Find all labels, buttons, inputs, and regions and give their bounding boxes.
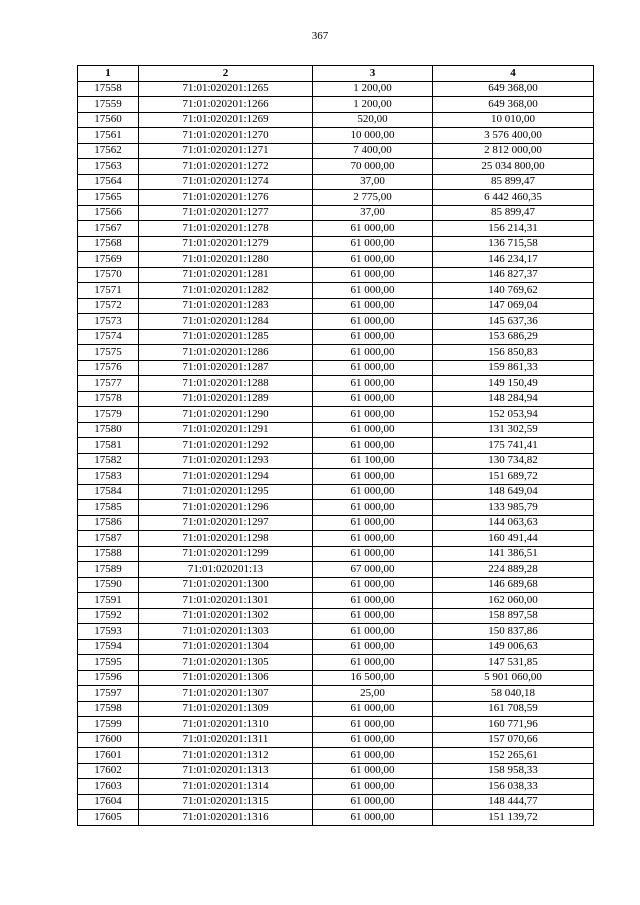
table-cell-col-1: 17566 (78, 205, 139, 221)
table-cell-col-1: 17591 (78, 593, 139, 609)
table-row (78, 686, 594, 702)
table-cell-col-2: 71:01:020201:1272 (139, 159, 313, 175)
table-cell-col-4: 161 708,59 (433, 701, 594, 717)
table-cell-col-4: 3 576 400,00 (433, 128, 594, 144)
table-row (78, 422, 594, 438)
table-cell-col-3: 61 000,00 (313, 376, 433, 392)
table-cell-col-4: 85 899,47 (433, 174, 594, 190)
table-cell-col-2: 71:01:020201:1280 (139, 252, 313, 268)
table-row (78, 484, 594, 500)
table-cell-col-2: 71:01:020201:1283 (139, 298, 313, 314)
table-cell-col-1: 17574 (78, 329, 139, 345)
table-row (78, 655, 594, 671)
table-cell-col-1: 17604 (78, 794, 139, 810)
table-cell-col-3: 1 200,00 (313, 97, 433, 113)
table-cell-col-2: 71:01:020201:1288 (139, 376, 313, 392)
table-row (78, 329, 594, 345)
table-row (78, 577, 594, 593)
table-cell-col-2: 71:01:020201:1295 (139, 484, 313, 500)
table-cell-col-3: 25,00 (313, 686, 433, 702)
table-row (78, 376, 594, 392)
table-row (78, 112, 594, 128)
table-cell-col-2: 71:01:020201:1307 (139, 686, 313, 702)
table-cell-col-2: 71:01:020201:1293 (139, 453, 313, 469)
table-cell-col-2: 71:01:020201:1284 (139, 314, 313, 330)
table-cell-col-2: 71:01:020201:1274 (139, 174, 313, 190)
table-cell-col-4: 136 715,58 (433, 236, 594, 252)
table-cell-col-4: 150 837,86 (433, 624, 594, 640)
table-row (78, 469, 594, 485)
table-cell-col-1: 17582 (78, 453, 139, 469)
table-cell-col-3: 61 000,00 (313, 345, 433, 361)
table-cell-col-3: 61 000,00 (313, 298, 433, 314)
table-cell-col-3: 61 000,00 (313, 314, 433, 330)
table-cell-col-4: 175 741,41 (433, 438, 594, 454)
table-cell-col-2: 71:01:020201:1278 (139, 221, 313, 237)
table-cell-col-1: 17567 (78, 221, 139, 237)
table-cell-col-2: 71:01:020201:1304 (139, 639, 313, 655)
table-row (78, 794, 594, 810)
table-cell-col-3: 61 000,00 (313, 779, 433, 795)
table-cell-col-4: 85 899,47 (433, 205, 594, 221)
table-cell-col-4: 25 034 800,00 (433, 159, 594, 175)
table-cell-col-2: 71:01:020201:1271 (139, 143, 313, 159)
table-row (78, 608, 594, 624)
table-cell-col-1: 17573 (78, 314, 139, 330)
table-cell-col-4: 148 649,04 (433, 484, 594, 500)
table-row (78, 531, 594, 547)
table-cell-col-4: 149 006,63 (433, 639, 594, 655)
table-cell-col-1: 17601 (78, 748, 139, 764)
table-row (78, 438, 594, 454)
table-cell-col-4: 162 060,00 (433, 593, 594, 609)
table-row (78, 453, 594, 469)
table-cell-col-4: 145 637,36 (433, 314, 594, 330)
table-cell-col-1: 17577 (78, 376, 139, 392)
table-cell-col-2: 71:01:020201:1297 (139, 515, 313, 531)
table-cell-col-1: 17571 (78, 283, 139, 299)
table-cell-col-2: 71:01:020201:1287 (139, 360, 313, 376)
table-cell-col-2: 71:01:020201:1302 (139, 608, 313, 624)
table-row (78, 670, 594, 686)
table-cell-col-4: 158 897,58 (433, 608, 594, 624)
table-row (78, 515, 594, 531)
table-row (78, 252, 594, 268)
table-cell-col-3: 61 000,00 (313, 407, 433, 423)
table-cell-col-2: 71:01:020201:1300 (139, 577, 313, 593)
table-cell-col-3: 61 000,00 (313, 329, 433, 345)
table-row (78, 717, 594, 733)
table-cell-col-2: 71:01:020201:1313 (139, 763, 313, 779)
table-row (78, 562, 594, 578)
table-cell-col-4: 144 063,63 (433, 515, 594, 531)
table-cell-col-3: 61 000,00 (313, 360, 433, 376)
column-header-4: 4 (433, 66, 594, 82)
column-header-1: 1 (78, 66, 139, 82)
table-cell-col-2: 71:01:020201:1294 (139, 469, 313, 485)
table-cell-col-3: 61 000,00 (313, 639, 433, 655)
table-cell-col-4: 160 491,44 (433, 531, 594, 547)
table-cell-col-2: 71:01:020201:1314 (139, 779, 313, 795)
table-cell-col-2: 71:01:020201:1315 (139, 794, 313, 810)
table-cell-col-2: 71:01:020201:1305 (139, 655, 313, 671)
table-row (78, 174, 594, 190)
table-cell-col-3: 61 000,00 (313, 608, 433, 624)
table-row (78, 701, 594, 717)
table-cell-col-1: 17564 (78, 174, 139, 190)
table-cell-col-3: 61 000,00 (313, 546, 433, 562)
table-cell-col-3: 2 775,00 (313, 190, 433, 206)
table-cell-col-1: 17568 (78, 236, 139, 252)
table-row (78, 407, 594, 423)
table-cell-col-1: 17588 (78, 546, 139, 562)
table-cell-col-3: 10 000,00 (313, 128, 433, 144)
table-cell-col-3: 70 000,00 (313, 159, 433, 175)
table-row (78, 97, 594, 113)
table-cell-col-3: 37,00 (313, 174, 433, 190)
table-cell-col-3: 61 000,00 (313, 577, 433, 593)
table-row (78, 190, 594, 206)
page-number: 367 (311, 30, 329, 42)
table-cell-col-3: 67 000,00 (313, 562, 433, 578)
column-header-2: 2 (139, 66, 313, 82)
table-cell-col-2: 71:01:020201:1291 (139, 422, 313, 438)
table-cell-col-3: 61 000,00 (313, 252, 433, 268)
table-cell-col-2: 71:01:020201:1266 (139, 97, 313, 113)
table-cell-col-1: 17600 (78, 732, 139, 748)
table-cell-col-3: 520,00 (313, 112, 433, 128)
table-cell-col-3: 61 000,00 (313, 469, 433, 485)
table-cell-col-4: 152 053,94 (433, 407, 594, 423)
table-cell-col-4: 147 531,85 (433, 655, 594, 671)
table-cell-col-4: 649 368,00 (433, 81, 594, 97)
table-cell-col-2: 71:01:020201:1306 (139, 670, 313, 686)
table-cell-col-3: 1 200,00 (313, 81, 433, 97)
table-cell-col-2: 71:01:020201:1312 (139, 748, 313, 764)
table-cell-col-3: 61 000,00 (313, 438, 433, 454)
table-cell-col-2: 71:01:020201:1285 (139, 329, 313, 345)
table-cell-col-4: 649 368,00 (433, 97, 594, 113)
table-cell-col-4: 152 265,61 (433, 748, 594, 764)
table-cell-col-3: 61 000,00 (313, 794, 433, 810)
table-cell-col-3: 61 000,00 (313, 422, 433, 438)
table-cell-col-3: 61 000,00 (313, 655, 433, 671)
table-cell-col-4: 5 901 060,00 (433, 670, 594, 686)
table-cell-col-3: 61 000,00 (313, 763, 433, 779)
table-cell-col-3: 61 000,00 (313, 717, 433, 733)
table-cell-col-2: 71:01:020201:13 (139, 562, 313, 578)
table-cell-col-2: 71:01:020201:1310 (139, 717, 313, 733)
table-cell-col-4: 157 070,66 (433, 732, 594, 748)
table-cell-col-1: 17592 (78, 608, 139, 624)
data-table (77, 65, 594, 826)
table-cell-col-3: 7 400,00 (313, 143, 433, 159)
table-cell-col-1: 17570 (78, 267, 139, 283)
table-cell-col-1: 17585 (78, 500, 139, 516)
table-cell-col-1: 17569 (78, 252, 139, 268)
table-cell-col-4: 148 444,77 (433, 794, 594, 810)
table-cell-col-4: 2 812 000,00 (433, 143, 594, 159)
table-row (78, 500, 594, 516)
table-row (78, 298, 594, 314)
table-cell-col-2: 71:01:020201:1270 (139, 128, 313, 144)
table-row (78, 779, 594, 795)
table-cell-col-1: 17589 (78, 562, 139, 578)
table-cell-col-4: 156 038,33 (433, 779, 594, 795)
table-cell-col-3: 61 000,00 (313, 221, 433, 237)
table-cell-col-1: 17565 (78, 190, 139, 206)
table-row (78, 267, 594, 283)
table-cell-col-4: 159 861,33 (433, 360, 594, 376)
table-cell-col-1: 17575 (78, 345, 139, 361)
table-row (78, 593, 594, 609)
table-cell-col-3: 61 000,00 (313, 391, 433, 407)
table-cell-col-4: 153 686,29 (433, 329, 594, 345)
table-cell-col-1: 17579 (78, 407, 139, 423)
table-cell-col-1: 17560 (78, 112, 139, 128)
table-cell-col-1: 17572 (78, 298, 139, 314)
table-body (78, 81, 594, 825)
table-cell-col-2: 71:01:020201:1303 (139, 624, 313, 640)
table-cell-col-4: 146 689,68 (433, 577, 594, 593)
table-cell-col-2: 71:01:020201:1282 (139, 283, 313, 299)
table-cell-col-2: 71:01:020201:1269 (139, 112, 313, 128)
table-cell-col-3: 61 000,00 (313, 531, 433, 547)
table-cell-col-1: 17580 (78, 422, 139, 438)
table-cell-col-2: 71:01:020201:1289 (139, 391, 313, 407)
table-cell-col-3: 61 000,00 (313, 236, 433, 252)
table-cell-col-4: 147 069,04 (433, 298, 594, 314)
table-row (78, 205, 594, 221)
table-cell-col-3: 61 000,00 (313, 267, 433, 283)
table-cell-col-1: 17595 (78, 655, 139, 671)
table-cell-col-3: 61 000,00 (313, 484, 433, 500)
table-cell-col-1: 17599 (78, 717, 139, 733)
table-cell-col-4: 148 284,94 (433, 391, 594, 407)
table-cell-col-1: 17581 (78, 438, 139, 454)
table-cell-col-2: 71:01:020201:1265 (139, 81, 313, 97)
table-cell-col-3: 61 000,00 (313, 748, 433, 764)
table-row (78, 763, 594, 779)
table-row (78, 639, 594, 655)
table-cell-col-1: 17598 (78, 701, 139, 717)
table-cell-col-4: 156 850,83 (433, 345, 594, 361)
table-cell-col-2: 71:01:020201:1292 (139, 438, 313, 454)
table-cell-col-3: 37,00 (313, 205, 433, 221)
table-cell-col-1: 17561 (78, 128, 139, 144)
table-row (78, 283, 594, 299)
table-cell-col-2: 71:01:020201:1277 (139, 205, 313, 221)
table-cell-col-1: 17578 (78, 391, 139, 407)
table-cell-col-1: 17576 (78, 360, 139, 376)
table-cell-col-4: 156 214,31 (433, 221, 594, 237)
table-cell-col-3: 61 100,00 (313, 453, 433, 469)
table-cell-col-1: 17593 (78, 624, 139, 640)
table-row (78, 810, 594, 826)
table-cell-col-3: 16 500,00 (313, 670, 433, 686)
table-row (78, 128, 594, 144)
table-cell-col-4: 146 234,17 (433, 252, 594, 268)
table-cell-col-3: 61 000,00 (313, 624, 433, 640)
table-cell-col-4: 131 302,59 (433, 422, 594, 438)
table-cell-col-2: 71:01:020201:1301 (139, 593, 313, 609)
table-cell-col-3: 61 000,00 (313, 283, 433, 299)
table-row (78, 345, 594, 361)
table-cell-col-1: 17594 (78, 639, 139, 655)
table-cell-col-4: 58 040,18 (433, 686, 594, 702)
table-cell-col-4: 146 827,37 (433, 267, 594, 283)
table-cell-col-3: 61 000,00 (313, 732, 433, 748)
table-cell-col-2: 71:01:020201:1309 (139, 701, 313, 717)
table-row (78, 143, 594, 159)
table-cell-col-1: 17590 (78, 577, 139, 593)
table-cell-col-1: 17584 (78, 484, 139, 500)
table-cell-col-3: 61 000,00 (313, 701, 433, 717)
table-cell-col-1: 17596 (78, 670, 139, 686)
table-cell-col-2: 71:01:020201:1279 (139, 236, 313, 252)
table-cell-col-4: 10 010,00 (433, 112, 594, 128)
table-row (78, 391, 594, 407)
table-cell-col-2: 71:01:020201:1316 (139, 810, 313, 826)
table-cell-col-1: 17586 (78, 515, 139, 531)
table-cell-col-1: 17583 (78, 469, 139, 485)
table-cell-col-2: 71:01:020201:1281 (139, 267, 313, 283)
table-cell-col-4: 151 689,72 (433, 469, 594, 485)
table-cell-col-3: 61 000,00 (313, 500, 433, 516)
table-cell-col-4: 160 771,96 (433, 717, 594, 733)
table-cell-col-1: 17597 (78, 686, 139, 702)
column-header-3: 3 (313, 66, 433, 82)
table-cell-col-4: 141 386,51 (433, 546, 594, 562)
table-cell-col-1: 17558 (78, 81, 139, 97)
table-cell-col-4: 130 734,82 (433, 453, 594, 469)
table-cell-col-4: 158 958,33 (433, 763, 594, 779)
table-row (78, 546, 594, 562)
table-row (78, 624, 594, 640)
table-cell-col-2: 71:01:020201:1290 (139, 407, 313, 423)
table-cell-col-1: 17562 (78, 143, 139, 159)
table-cell-col-4: 151 139,72 (433, 810, 594, 826)
table-cell-col-2: 71:01:020201:1298 (139, 531, 313, 547)
table-cell-col-2: 71:01:020201:1286 (139, 345, 313, 361)
table-cell-col-4: 149 150,49 (433, 376, 594, 392)
table-row (78, 748, 594, 764)
table-cell-col-4: 224 889,28 (433, 562, 594, 578)
table-cell-col-1: 17559 (78, 97, 139, 113)
table-cell-col-1: 17602 (78, 763, 139, 779)
table-cell-col-4: 133 985,79 (433, 500, 594, 516)
table-cell-col-1: 17605 (78, 810, 139, 826)
table-row (78, 360, 594, 376)
table-cell-col-2: 71:01:020201:1276 (139, 190, 313, 206)
table-row (78, 236, 594, 252)
table-row (78, 81, 594, 97)
table-cell-col-2: 71:01:020201:1296 (139, 500, 313, 516)
table-header-row (78, 66, 594, 82)
table-row (78, 159, 594, 175)
table-cell-col-3: 61 000,00 (313, 593, 433, 609)
table-cell-col-4: 140 769,62 (433, 283, 594, 299)
table-cell-col-1: 17603 (78, 779, 139, 795)
table-cell-col-2: 71:01:020201:1311 (139, 732, 313, 748)
table-row (78, 732, 594, 748)
table-cell-col-4: 6 442 460,35 (433, 190, 594, 206)
table-cell-col-3: 61 000,00 (313, 515, 433, 531)
table-cell-col-2: 71:01:020201:1299 (139, 546, 313, 562)
table-row (78, 221, 594, 237)
table-cell-col-1: 17563 (78, 159, 139, 175)
table-cell-col-1: 17587 (78, 531, 139, 547)
table-cell-col-3: 61 000,00 (313, 810, 433, 826)
table-row (78, 314, 594, 330)
